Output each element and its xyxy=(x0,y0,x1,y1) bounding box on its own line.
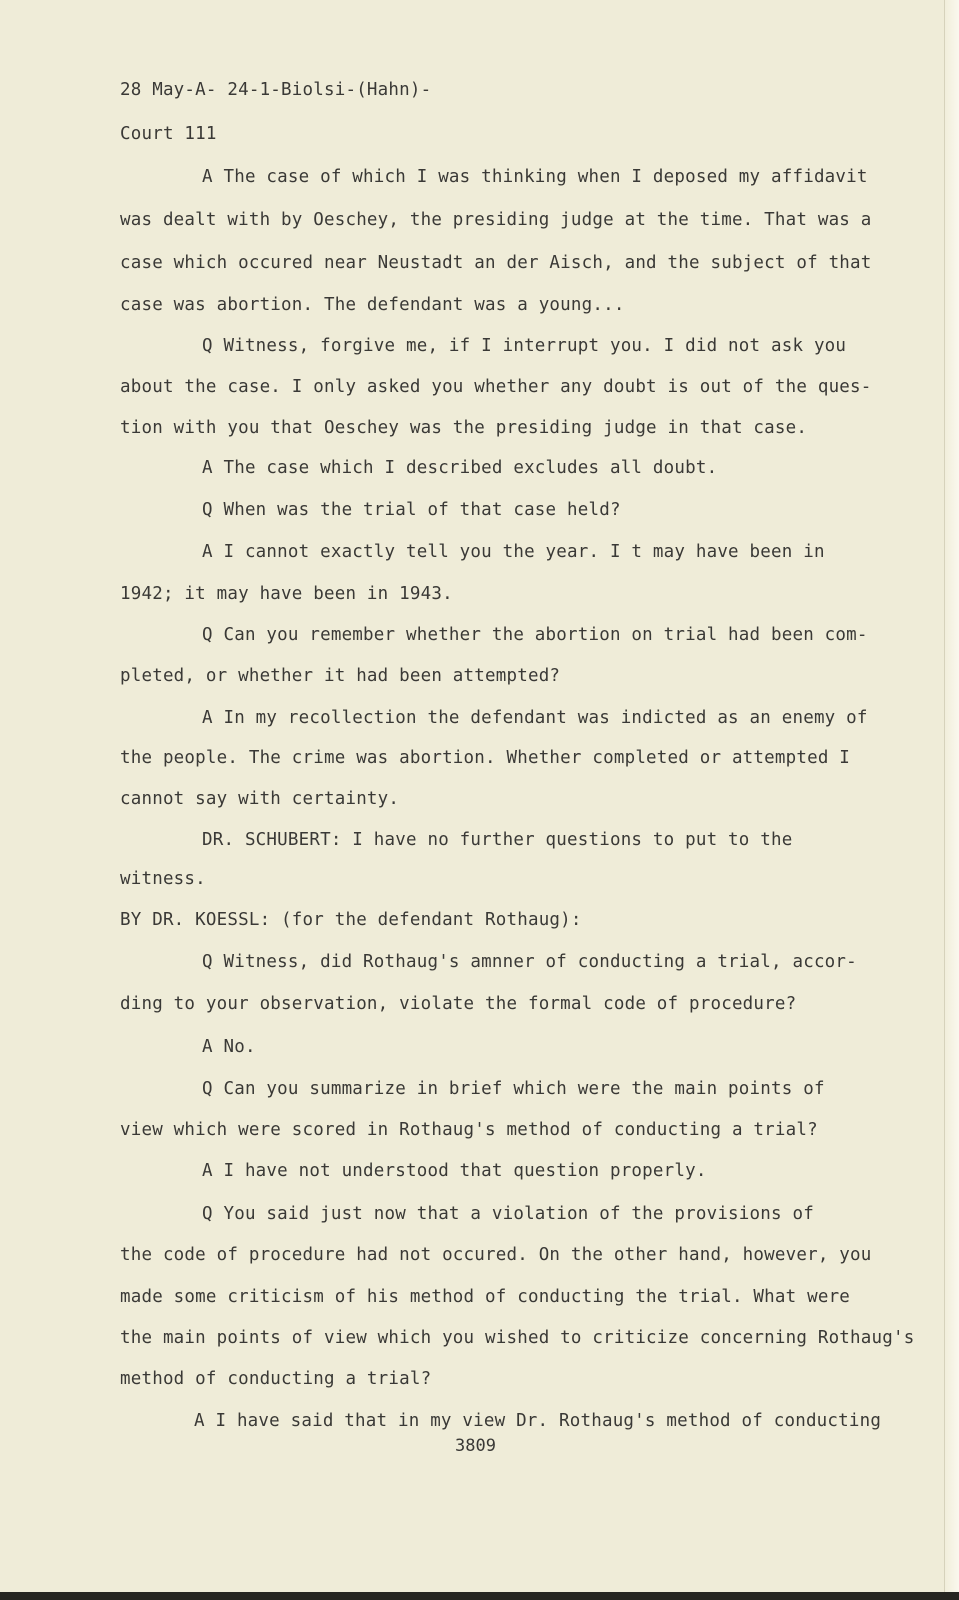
text-line: Q Witness, did Rothaug's amnner of conducting a trial, accor- xyxy=(202,952,857,972)
text-line: A The case which I described excludes all doubt. xyxy=(202,458,718,478)
text-line: the main points of view which you wished to criticize concerning Rothaug's xyxy=(120,1328,915,1348)
text-line: A I have not understood that question properly. xyxy=(202,1161,707,1181)
text-line: made some criticism of his method of conducting the trial. What were xyxy=(120,1287,851,1307)
text-line: case which occured near Neustadt an der Aisch, and the subject of that xyxy=(120,253,872,273)
text-line: about the case. I only asked you whether any doubt is out of the ques- xyxy=(120,377,872,397)
court-line: Court 111 xyxy=(120,124,217,144)
text-line: Q Can you summarize in brief which were the main points of xyxy=(202,1079,825,1099)
text-line: A I cannot exactly tell you the year. I t may have been in xyxy=(202,542,825,562)
page-number: 3809 xyxy=(455,1436,496,1456)
paper-edge-right xyxy=(944,0,959,1600)
text-line: A I have said that in my view Dr. Rothaug's method of conducting xyxy=(194,1411,882,1431)
text-line: method of conducting a trial? xyxy=(120,1369,432,1389)
text-line: A No. xyxy=(202,1037,256,1057)
text-line: the people. The crime was abortion. Whether completed or attempted I xyxy=(120,748,851,768)
text-line: ding to your observation, violate the formal code of procedure? xyxy=(120,994,797,1014)
text-line: view which were scored in Rothaug's method of conducting a trial? xyxy=(120,1120,818,1140)
text-line: Q When was the trial of that case held? xyxy=(202,500,621,520)
text-line: pleted, or whether it had been attempted? xyxy=(120,666,561,686)
text-line: Q Witness, forgive me, if I interrupt you. I did not ask you xyxy=(202,336,847,356)
text-line: the code of procedure had not occured. On the other hand, however, you xyxy=(120,1245,872,1265)
text-line: DR. SCHUBERT: I have no further questions to put to the xyxy=(202,830,793,850)
text-line: cannot say with certainty. xyxy=(120,789,400,809)
paper-edge-bottom xyxy=(0,1592,959,1600)
header-line: 28 May-A- 24-1-Biolsi-(Hahn)- xyxy=(120,80,432,100)
text-line: case was abortion. The defendant was a young... xyxy=(120,295,625,315)
text-line: Q Can you remember whether the abortion on trial had been com- xyxy=(202,625,868,645)
text-line: tion with you that Oeschey was the presiding judge in that case. xyxy=(120,418,808,438)
text-line: A The case of which I was thinking when I deposed my affidavit xyxy=(202,167,868,187)
text-line: witness. xyxy=(120,869,206,889)
text-line: 1942; it may have been in 1943. xyxy=(120,584,453,604)
text-line: BY DR. KOESSL: (for the defendant Rothaug): xyxy=(120,910,582,930)
text-line: was dealt with by Oeschey, the presiding judge at the time. That was a xyxy=(120,210,872,230)
text-line: Q You said just now that a violation of the provisions of xyxy=(202,1204,814,1224)
text-line: A In my recollection the defendant was indicted as an enemy of xyxy=(202,708,868,728)
